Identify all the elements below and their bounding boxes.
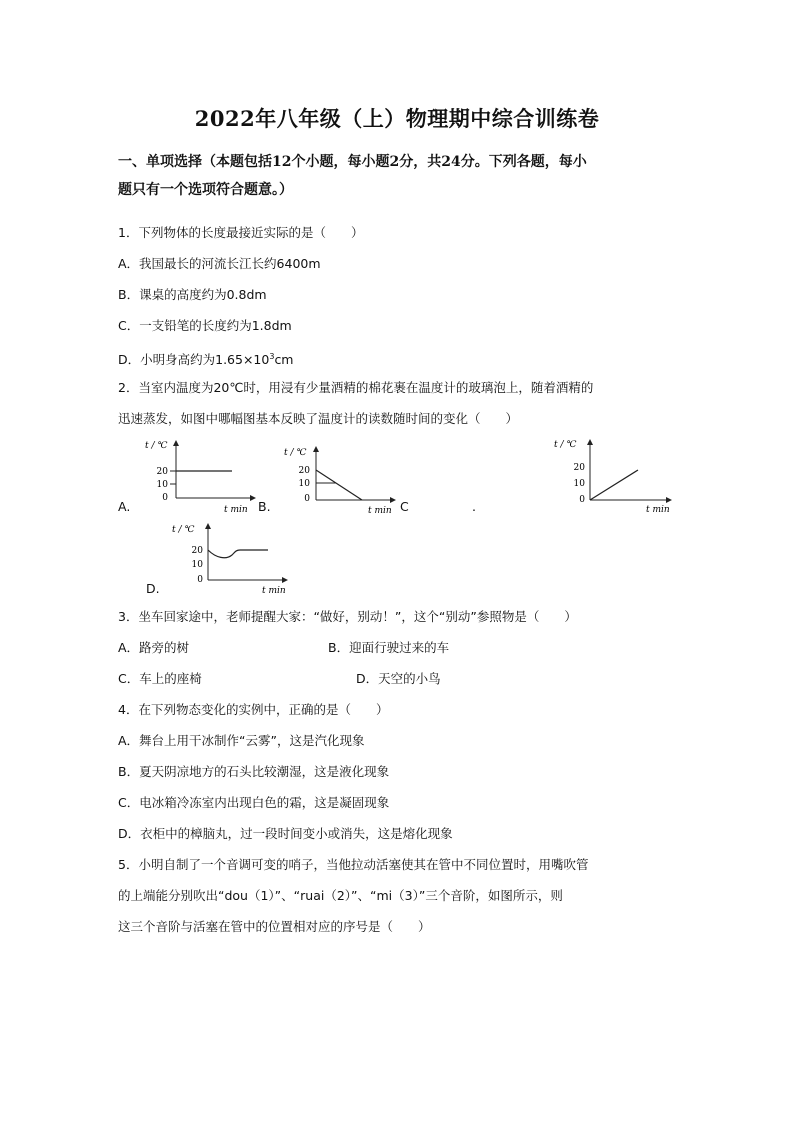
graph-d-x-label: t min [262,586,286,596]
q4-option-a: A．舞台上用干冰制作“云雾”，这是汽化现象 [118,733,365,748]
q1-option-c: C．一支铅笔的长度约为1.8dm [118,318,292,333]
section-heading-line-2: 题只有一个选项符合题意。） [118,182,293,198]
graph-c-y-label: t / ℃ [554,440,577,450]
q3-option-d: D．天空的小鸟 [356,671,441,686]
graph-a-x-label: t min [224,505,248,515]
graph-d-tick-20: 20 [191,546,203,556]
q3-stem: 3．坐车回家途中，老师提醒大家：“做好，别动！”，这个“别动”参照物是（ ） [118,609,577,624]
q1-option-d-unit: cm [274,352,294,368]
q1-option-a: A．我国最长的河流长江长约6400m [118,256,321,271]
q5-stem-line-2: 的上端能分别吹出“dou（1）”、“ruai（2）”、“mi（3）”三个音阶，如图所示，则 [118,888,563,903]
graph-a [140,438,260,520]
graph-a-label: A. [118,499,131,514]
graph-b-tick-20: 20 [298,466,310,476]
graph-b-curve [316,470,362,500]
graph-a-tick-0: 0 [162,493,168,503]
q5-stem-line-3: 这三个音阶与活塞在管中的位置相对应的序号是（ ） [118,919,431,934]
graph-c-label-dot: . [472,499,476,514]
section-heading [118,148,688,204]
q1-option-d [118,349,294,368]
q3-option-a: A．路旁的树 [118,640,190,655]
graph-d-y-label: t / ℃ [172,525,195,535]
q5-stem-line-1: 5．小明自制了一个音调可变的哨子，当他拉动活塞使其在管中不同位置时，用嘴吹管 [118,857,589,872]
graph-b-tick-0: 0 [304,494,310,504]
q4-stem: 4．在下列物态变化的实例中，正确的是（ ） [118,702,389,717]
graph-a-tick-10: 10 [156,480,168,490]
section-heading-line-1: 一、单项选择（本题包括12个小题，每小题2分，共24分。下列各题，每小 [118,154,587,170]
q1-option-d-exponent: 3 [269,352,275,361]
q3-option-b: B．迎面行驶过来的车 [328,640,450,655]
graph-a-y-label: t / ℃ [145,441,168,451]
graph-c-label: C [400,499,409,514]
q2-stem-line-2: 迅速蒸发，如图中哪幅图基本反映了温度计的读数随时间的变化（ ） [118,411,519,426]
graph-d [168,520,294,602]
graph-c-x-label: t min [646,505,670,515]
q1-option-d-text: D．小明身高约为1.65×10 [118,352,270,368]
q2-stem-line-1: 2．当室内温度为20℃时，用浸有少量酒精的棉花裹在温度计的玻璃泡上，随着酒精的 [118,380,594,395]
q3-option-c: C．车上的座椅 [118,671,202,686]
graph-c-tick-0: 0 [579,495,585,505]
graph-b [280,443,400,525]
q1-stem: 1．下列物体的长度最接近实际的是（ ） [118,225,364,240]
graph-c-tick-10: 10 [573,479,585,489]
graph-d-tick-0: 0 [197,575,203,585]
q1-option-b: B．课桌的高度约为0.8dm [118,287,267,302]
graph-d-tick-10: 10 [191,560,203,570]
graph-b-y-label: t / ℃ [284,448,307,458]
page-title: 2022年八年级（上）物理期中综合训练卷 [194,106,600,131]
graph-a-tick-20: 20 [156,467,168,477]
graph-c-curve [590,470,638,500]
q4-option-d: D．衣柜中的樟脑丸，过一段时间变小或消失，这是熔化现象 [118,826,453,841]
graph-d-label: D. [146,581,160,596]
q4-option-b: B．夏天阴凉地方的石头比较潮湿，这是液化现象 [118,764,390,779]
graph-c-tick-20: 20 [573,463,585,473]
graph-b-label: B. [258,499,271,514]
graph-b-x-label: t min [368,506,392,516]
graph-c [552,436,678,520]
graph-d-curve [208,550,268,558]
graph-b-tick-10: 10 [298,479,310,489]
q4-option-c: C．电冰箱冷冻室内出现白色的霜，这是凝固现象 [118,795,390,810]
